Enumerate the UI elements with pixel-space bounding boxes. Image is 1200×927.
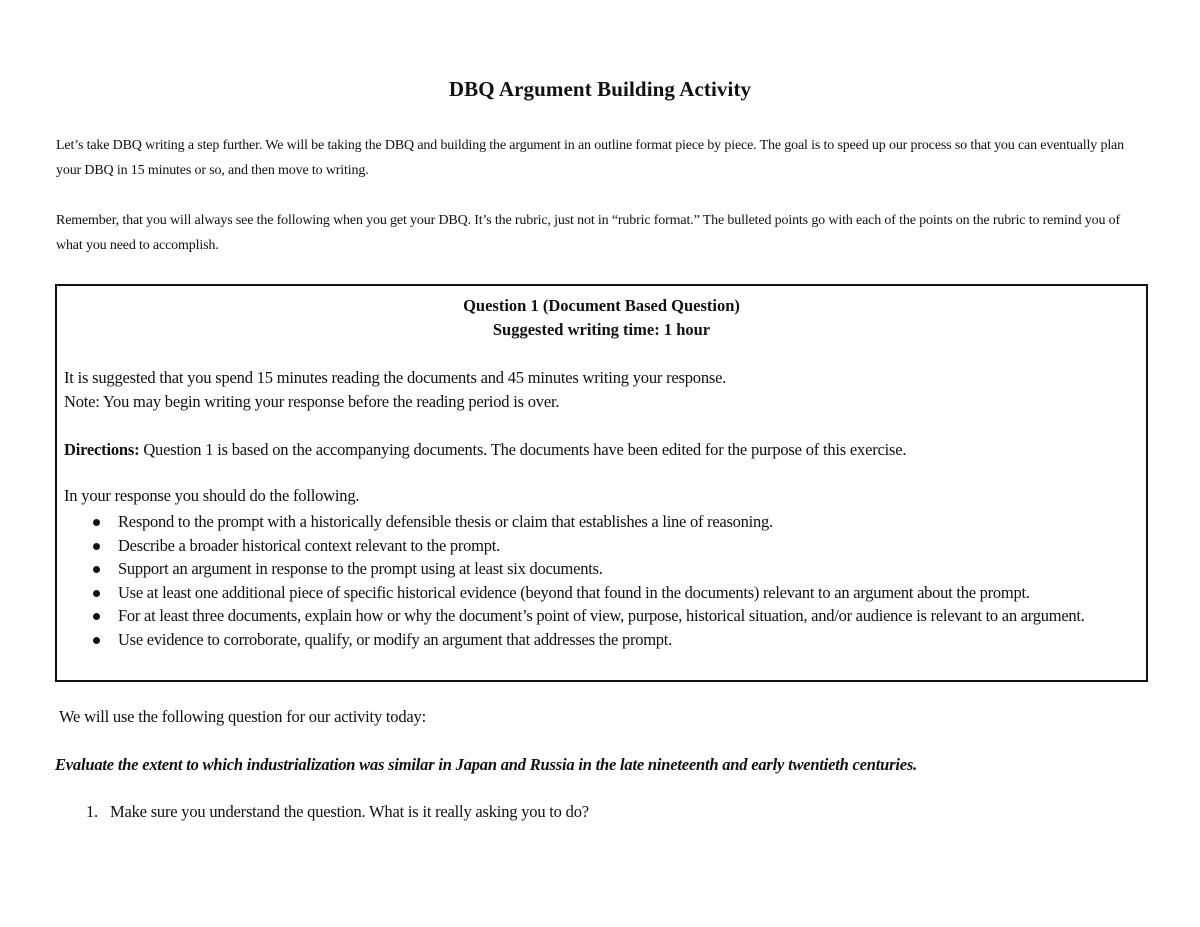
bullet-item (57, 628, 1128, 652)
dbq-prompt: Evaluate the extent to which industrialization was similar in Japan and Russia in the late nineteenth and early twentieth centuries. (55, 755, 918, 774)
bullet-icon (93, 613, 100, 620)
page-title: DBQ Argument Building Activity (448, 77, 752, 101)
rubric-timing-line: It is suggested that you spend 15 minutes reading the documents and 45 minutes writing your response. (64, 368, 727, 387)
bullet-icon (93, 566, 100, 573)
rubric-note-line: Note: You may begin writing your response before the reading period is over. (64, 392, 560, 411)
bullet-item (57, 557, 1128, 581)
bullet-text: For at least three documents, explain how or why the document’s point of view, purpose, historical situation, and/or audience is relevant to an argument. (118, 606, 1085, 625)
bullet-text: Respond to the prompt with a historically defensible thesis or claim that establishes a line of reasoning. (118, 512, 773, 531)
bullet-text: Use evidence to corroborate, qualify, or modify an argument that addresses the prompt. (118, 629, 672, 649)
directions-text: Question 1 is based on the accompanying documents. The documents have been edited for the purpose of this exercise. (139, 440, 907, 459)
rubric-heading: Question 1 (Document Based Question) (463, 296, 740, 315)
bullet-icon (93, 543, 100, 550)
bullet-item (57, 604, 1128, 628)
rubric-box (55, 284, 1148, 682)
bullet-text: Describe a broader historical context relevant to the prompt. (118, 535, 500, 555)
bullet-text: Use at least one additional piece of specific historical evidence (beyond that found in the documents) relevant to an argument about the prompt. (118, 582, 1030, 602)
bullet-item (57, 581, 1128, 605)
activity-intro: We will use the following question for our activity today: (59, 707, 426, 726)
bullet-icon (93, 519, 100, 526)
bullet-item (57, 534, 1128, 558)
rubric-bullet-list (57, 510, 1146, 651)
bullet-text: Support an argument in response to the prompt using at least six documents. (118, 559, 603, 578)
bullet-icon (93, 637, 100, 644)
bullet-icon (93, 590, 100, 597)
directions-label: Directions: (64, 440, 140, 459)
step-text: Make sure you understand the question. What is it really asking you to do? (110, 802, 589, 821)
intro-paragraph-1: Let’s take DBQ writing a step further. We will be taking the DBQ and building the argument in an outline format piece by piece. The goal is to speed up our process so that you can eventually plan your DBQ in 15 minutes or so, and then move to writing. (56, 138, 1124, 178)
bullets-intro: In your response you should do the following. (64, 486, 360, 505)
bullet-item (57, 510, 1128, 534)
step-number: 1. (86, 802, 98, 821)
rubric-directions (64, 440, 1139, 460)
rubric-subheading: Suggested writing time: 1 hour (492, 320, 711, 339)
intro-paragraph-2: Remember, that you will always see the following when you get your DBQ. It’s the rubric, just not in “rubric format.” The bulleted points go with each of the points on the rubric to remind you of what you need to accomplish. (56, 213, 1121, 253)
